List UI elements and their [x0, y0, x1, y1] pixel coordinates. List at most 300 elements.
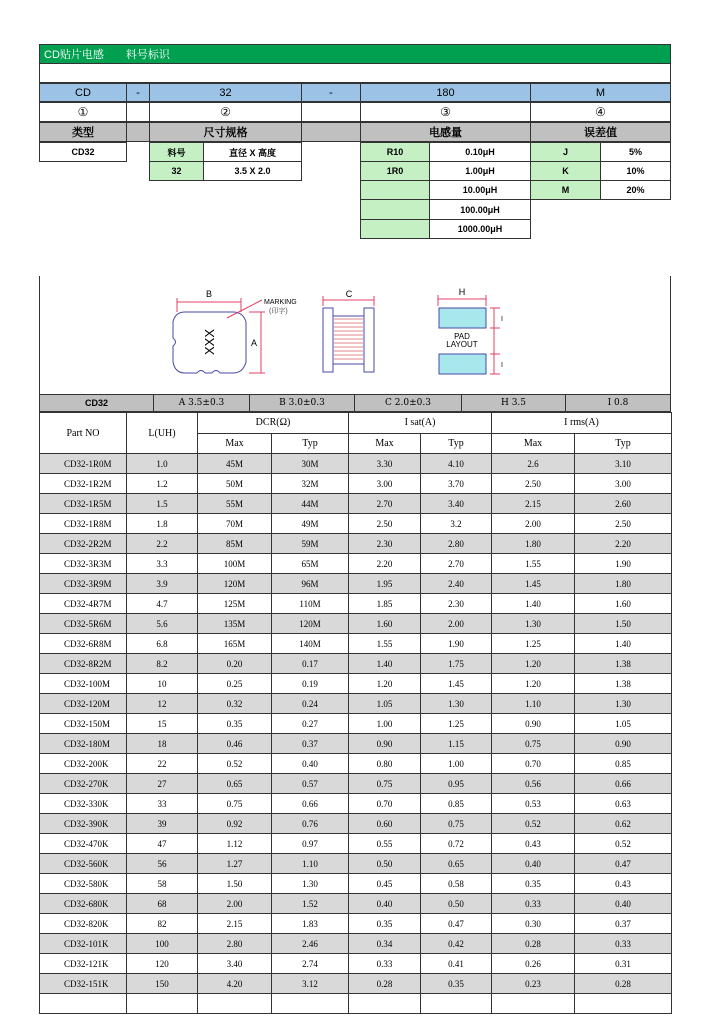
- cell-irms-typ: 0.52: [575, 834, 672, 854]
- cell-isat-typ: 1.15: [421, 734, 492, 754]
- cell-isat-max: 0.90: [349, 734, 421, 754]
- cell-dcr-max: 120M: [198, 574, 272, 594]
- cell-l-uh: 3.9: [127, 574, 198, 594]
- cell-part-no: CD32-2R2M: [40, 534, 127, 554]
- cell-irms-max: 0.35: [492, 874, 575, 894]
- cell-irms-max: 0.28: [492, 934, 575, 954]
- cell-part-no: CD32-180M: [40, 734, 127, 754]
- cell-isat-max: 2.30: [349, 534, 421, 554]
- ind-code-4: [360, 199, 430, 220]
- label-h: H: [458, 287, 466, 297]
- cell-isat-typ: 4.10: [421, 454, 492, 474]
- cell-irms-typ: 3.00: [575, 474, 672, 494]
- cell-irms-typ: [575, 994, 672, 1014]
- cell-dcr-typ: 1.30: [272, 874, 349, 894]
- marking-xxx: XXX: [202, 328, 217, 356]
- cell-isat-typ: 2.40: [421, 574, 492, 594]
- tol-value-3: 20%: [600, 180, 671, 200]
- table-row: [40, 834, 672, 854]
- circle-spacer-2: [301, 102, 361, 122]
- cell-l-uh: 8.2: [127, 654, 198, 674]
- side-view: [323, 296, 374, 372]
- cell-dcr-typ: 65M: [272, 554, 349, 574]
- cell-isat-typ: 2.30: [421, 594, 492, 614]
- cell-isat-typ: 0.35: [421, 974, 492, 994]
- cell-irms-typ: 0.85: [575, 754, 672, 774]
- code-tolerance: M: [530, 83, 671, 102]
- cell-l-uh: 120: [127, 954, 198, 974]
- cell-part-no: CD32-101K: [40, 934, 127, 954]
- tol-code-2: K: [530, 161, 601, 181]
- label-marking-cn: (印字): [269, 308, 288, 315]
- dimension-drawing: [40, 276, 670, 394]
- size-col1-header: 料号: [149, 142, 204, 162]
- cell-irms-max: 1.30: [492, 614, 575, 634]
- cell-dcr-max: 1.27: [198, 854, 272, 874]
- cell-isat-max: 1.85: [349, 594, 421, 614]
- cell-irms-typ: 0.37: [575, 914, 672, 934]
- cell-l-uh: 27: [127, 774, 198, 794]
- cell-irms-typ: 2.20: [575, 534, 672, 554]
- cell-part-no: CD32-1R8M: [40, 514, 127, 534]
- cell-isat-max: 1.05: [349, 694, 421, 714]
- size-col2-value: 3.5 X 2.0: [203, 161, 302, 181]
- cell-l-uh: 18: [127, 734, 198, 754]
- cell-dcr-typ: 1.10: [272, 854, 349, 874]
- cell-irms-typ: 0.47: [575, 854, 672, 874]
- cell-irms-max: 0.75: [492, 734, 575, 754]
- cell-dcr-max: 70M: [198, 514, 272, 534]
- cell-irms-max: 0.30: [492, 914, 575, 934]
- circle-1: ①: [39, 102, 127, 122]
- circle-2: ②: [149, 102, 302, 122]
- cell-irms-typ: 1.50: [575, 614, 672, 634]
- cell-isat-max: 3.00: [349, 474, 421, 494]
- cell-isat-max: 0.33: [349, 954, 421, 974]
- cell-irms-max: 0.90: [492, 714, 575, 734]
- table-row: [40, 514, 672, 534]
- spec-drawing-panel: [39, 276, 671, 394]
- cell-isat-typ: 0.95: [421, 774, 492, 794]
- cell-l-uh: 47: [127, 834, 198, 854]
- cell-isat-max: 0.28: [349, 974, 421, 994]
- cell-isat-max: 0.80: [349, 754, 421, 774]
- col-isat-max: Max: [349, 433, 421, 454]
- label-c: C: [345, 289, 353, 299]
- table-row: [40, 554, 672, 574]
- cell-isat-typ: 0.41: [421, 954, 492, 974]
- cell-part-no: CD32-150M: [40, 714, 127, 734]
- cell-part-no: CD32-1R0M: [40, 454, 127, 474]
- cell-dcr-max: 135M: [198, 614, 272, 634]
- col-dcr: DCR(Ω): [198, 413, 349, 434]
- cell-isat-max: 1.55: [349, 634, 421, 654]
- cell-dcr-max: 125M: [198, 594, 272, 614]
- cell-irms-max: 0.43: [492, 834, 575, 854]
- cell-irms-max: 1.80: [492, 534, 575, 554]
- circle-4: ④: [530, 102, 671, 122]
- label-b: B: [205, 289, 213, 299]
- cell-irms-typ: 1.38: [575, 654, 672, 674]
- table-row: [40, 934, 672, 954]
- cell-dcr-max: 165M: [198, 634, 272, 654]
- col-dcr-typ: Typ: [272, 433, 349, 454]
- cell-irms-typ: 0.66: [575, 774, 672, 794]
- cell-isat-typ: 1.30: [421, 694, 492, 714]
- cell-dcr-typ: 0.40: [272, 754, 349, 774]
- cell-irms-max: 0.70: [492, 754, 575, 774]
- cell-irms-typ: 1.90: [575, 554, 672, 574]
- cell-isat-max: 2.50: [349, 514, 421, 534]
- cell-irms-typ: 1.40: [575, 634, 672, 654]
- table-row: [40, 754, 672, 774]
- cell-part-no: CD32-580K: [40, 874, 127, 894]
- cell-dcr-typ: 2.46: [272, 934, 349, 954]
- table-body: [40, 454, 672, 1014]
- cell-dcr-typ: 110M: [272, 594, 349, 614]
- ind-value-5: 1000.00μH: [429, 219, 531, 239]
- cell-dcr-max: 1.50: [198, 874, 272, 894]
- cell-dcr-typ: 0.37: [272, 734, 349, 754]
- cell-isat-max: 0.40: [349, 894, 421, 914]
- cell-isat-typ: 2.80: [421, 534, 492, 554]
- cell-isat-typ: 0.42: [421, 934, 492, 954]
- col-irms: I rms(A): [492, 413, 672, 434]
- cell-irms-max: 0.53: [492, 794, 575, 814]
- cell-part-no: CD32-390K: [40, 814, 127, 834]
- cell-dcr-max: 55M: [198, 494, 272, 514]
- circle-spacer-1: [126, 102, 150, 122]
- table-row: [40, 734, 672, 754]
- cell-part-no: CD32-820K: [40, 914, 127, 934]
- cell-irms-typ: 1.05: [575, 714, 672, 734]
- table-row: [40, 694, 672, 714]
- table-row: [40, 974, 672, 994]
- col-part-no: Part NO: [40, 413, 127, 454]
- cell-irms-typ: 0.40: [575, 894, 672, 914]
- cell-dcr-typ: 44M: [272, 494, 349, 514]
- coil-windings: [334, 319, 363, 359]
- cell-isat-max: [349, 994, 421, 1014]
- ind-value-4: 100.00μH: [429, 199, 531, 220]
- type-value: CD32: [39, 142, 127, 162]
- cell-isat-max: 2.20: [349, 554, 421, 574]
- table-row: [40, 634, 672, 654]
- cell-isat-max: 1.95: [349, 574, 421, 594]
- table-row: [40, 994, 672, 1014]
- cell-irms-max: 1.40: [492, 594, 575, 614]
- cell-irms-max: 1.45: [492, 574, 575, 594]
- header-inductance: 电感量: [360, 122, 531, 142]
- cell-isat-typ: [421, 994, 492, 1014]
- cell-isat-typ: 0.47: [421, 914, 492, 934]
- tol-value-2: 10%: [600, 161, 671, 181]
- header-type: 类型: [39, 122, 127, 142]
- cell-dcr-typ: 32M: [272, 474, 349, 494]
- col-irms-typ: Typ: [575, 433, 672, 454]
- table-row: [40, 654, 672, 674]
- cell-dcr-typ: 0.27: [272, 714, 349, 734]
- header-spacer-1: [126, 122, 150, 142]
- cell-dcr-max: 0.20: [198, 654, 272, 674]
- cell-isat-typ: 3.40: [421, 494, 492, 514]
- cell-part-no: CD32-270K: [40, 774, 127, 794]
- dim-b: B 3.0±0.3: [249, 394, 355, 412]
- cell-dcr-max: 0.35: [198, 714, 272, 734]
- tol-value-1: 5%: [600, 142, 671, 162]
- cell-dcr-max: 45M: [198, 454, 272, 474]
- cell-l-uh: 2.2: [127, 534, 198, 554]
- cell-isat-max: 3.30: [349, 454, 421, 474]
- size-col1-value: 32: [149, 161, 204, 181]
- cell-irms-max: 2.00: [492, 514, 575, 534]
- label-a: A: [250, 338, 258, 348]
- cell-dcr-max: 50M: [198, 474, 272, 494]
- table-row: [40, 854, 672, 874]
- cell-irms-typ: 1.38: [575, 674, 672, 694]
- ind-value-3: 10.00μH: [429, 180, 531, 200]
- cell-irms-typ: 0.90: [575, 734, 672, 754]
- cell-l-uh: 12: [127, 694, 198, 714]
- table-row: [40, 474, 672, 494]
- label-marking: MARKING: [264, 299, 297, 306]
- cell-dcr-max: 0.65: [198, 774, 272, 794]
- cell-isat-typ: 0.50: [421, 894, 492, 914]
- page-title: CD贴片电感 料号标识: [39, 44, 671, 64]
- spec-table: [39, 412, 672, 1014]
- cell-irms-max: 2.50: [492, 474, 575, 494]
- cell-irms-max: 1.25: [492, 634, 575, 654]
- cell-dcr-typ: 30M: [272, 454, 349, 474]
- cell-part-no: CD32-200K: [40, 754, 127, 774]
- cell-isat-max: 0.35: [349, 914, 421, 934]
- cell-dcr-max: [198, 994, 272, 1014]
- cell-isat-typ: 1.90: [421, 634, 492, 654]
- cell-dcr-typ: 0.57: [272, 774, 349, 794]
- col-isat-typ: Typ: [421, 433, 492, 454]
- cell-dcr-typ: 140M: [272, 634, 349, 654]
- cell-l-uh: 39: [127, 814, 198, 834]
- col-isat: I sat(A): [349, 413, 492, 434]
- code-type: CD: [39, 83, 127, 102]
- front-view: [173, 298, 265, 373]
- cell-dcr-typ: 3.12: [272, 974, 349, 994]
- cell-isat-typ: 1.75: [421, 654, 492, 674]
- cell-part-no: CD32-4R7M: [40, 594, 127, 614]
- code-inductance: 180: [360, 83, 531, 102]
- cell-part-no: CD32-560K: [40, 854, 127, 874]
- cell-part-no: CD32-3R9M: [40, 574, 127, 594]
- table-row: [40, 614, 672, 634]
- cell-isat-typ: 3.70: [421, 474, 492, 494]
- ind-code-5: [360, 219, 430, 239]
- table-row: [40, 914, 672, 934]
- table-row: [40, 674, 672, 694]
- cell-l-uh: 22: [127, 754, 198, 774]
- cell-part-no: CD32-3R3M: [40, 554, 127, 574]
- cell-dcr-typ: 2.74: [272, 954, 349, 974]
- size-col2-header: 直径 X 高度: [203, 142, 302, 162]
- dim-a: A 3.5±0.3: [153, 394, 250, 412]
- ind-value-2: 1.00μH: [429, 161, 531, 181]
- tol-code-1: J: [530, 142, 601, 162]
- cell-irms-max: 2.6: [492, 454, 575, 474]
- cell-dcr-max: 2.00: [198, 894, 272, 914]
- col-dcr-max: Max: [198, 433, 272, 454]
- cell-dcr-max: 1.12: [198, 834, 272, 854]
- cell-l-uh: 56: [127, 854, 198, 874]
- ind-code-2: 1R0: [360, 161, 430, 181]
- cell-l-uh: 10: [127, 674, 198, 694]
- cell-dcr-max: 2.80: [198, 934, 272, 954]
- table-row: [40, 454, 672, 474]
- cell-dcr-typ: 120M: [272, 614, 349, 634]
- dim-h: H 3.5: [461, 394, 566, 412]
- cell-dcr-typ: 1.83: [272, 914, 349, 934]
- cell-dcr-max: 0.46: [198, 734, 272, 754]
- cell-irms-typ: 0.63: [575, 794, 672, 814]
- cell-part-no: CD32-330K: [40, 794, 127, 814]
- table-row: [40, 534, 672, 554]
- cell-dcr-typ: 0.24: [272, 694, 349, 714]
- cell-dcr-max: 2.15: [198, 914, 272, 934]
- table-row: [40, 894, 672, 914]
- cell-dcr-typ: [272, 994, 349, 1014]
- tol-code-3: M: [530, 180, 601, 200]
- cell-l-uh: 33: [127, 794, 198, 814]
- cell-isat-max: 0.60: [349, 814, 421, 834]
- cell-dcr-max: 0.52: [198, 754, 272, 774]
- cell-irms-typ: 0.43: [575, 874, 672, 894]
- cell-l-uh: 1.0: [127, 454, 198, 474]
- cell-l-uh: 58: [127, 874, 198, 894]
- cell-irms-typ: 0.31: [575, 954, 672, 974]
- cell-dcr-typ: 0.19: [272, 674, 349, 694]
- cell-isat-typ: 1.45: [421, 674, 492, 694]
- cell-dcr-max: 0.92: [198, 814, 272, 834]
- cell-irms-max: [492, 994, 575, 1014]
- cell-l-uh: 150: [127, 974, 198, 994]
- table-row: [40, 814, 672, 834]
- cell-irms-max: 0.33: [492, 894, 575, 914]
- cell-dcr-max: 3.40: [198, 954, 272, 974]
- header-size: 尺寸规格: [149, 122, 302, 142]
- cell-part-no: CD32-120M: [40, 694, 127, 714]
- cell-irms-typ: 2.50: [575, 514, 672, 534]
- cell-dcr-typ: 59M: [272, 534, 349, 554]
- cell-part-no: CD32-680K: [40, 894, 127, 914]
- cell-dcr-max: 4.20: [198, 974, 272, 994]
- cell-isat-max: 0.70: [349, 794, 421, 814]
- ind-value-1: 0.10μH: [429, 142, 531, 162]
- cell-part-no: [40, 994, 127, 1014]
- cell-part-no: CD32-5R6M: [40, 614, 127, 634]
- table-row: [40, 494, 672, 514]
- cell-irms-max: 1.55: [492, 554, 575, 574]
- dim-i: I 0.8: [565, 394, 671, 412]
- cell-isat-max: 2.70: [349, 494, 421, 514]
- cell-dcr-typ: 49M: [272, 514, 349, 534]
- cell-irms-max: 0.26: [492, 954, 575, 974]
- table-row: [40, 714, 672, 734]
- cell-isat-typ: 0.58: [421, 874, 492, 894]
- cell-isat-typ: 0.72: [421, 834, 492, 854]
- cell-l-uh: 1.8: [127, 514, 198, 534]
- cell-isat-typ: 0.85: [421, 794, 492, 814]
- circle-3: ③: [360, 102, 531, 122]
- cell-l-uh: [127, 994, 198, 1014]
- dim-part: CD32: [39, 394, 154, 412]
- ind-code-3: [360, 180, 430, 200]
- cell-dcr-typ: 0.66: [272, 794, 349, 814]
- cell-part-no: CD32-121K: [40, 954, 127, 974]
- table-row: [40, 774, 672, 794]
- cell-l-uh: 1.2: [127, 474, 198, 494]
- cell-dcr-max: 85M: [198, 534, 272, 554]
- label-pad: PAD: [454, 332, 470, 341]
- cell-irms-max: 2.15: [492, 494, 575, 514]
- col-irms-max: Max: [492, 433, 575, 454]
- cell-isat-typ: 0.65: [421, 854, 492, 874]
- cell-irms-max: 1.20: [492, 674, 575, 694]
- cell-irms-max: 1.10: [492, 694, 575, 714]
- cell-l-uh: 1.5: [127, 494, 198, 514]
- cell-part-no: CD32-1R5M: [40, 494, 127, 514]
- cell-isat-max: 0.50: [349, 854, 421, 874]
- cell-irms-typ: 3.10: [575, 454, 672, 474]
- table-row: [40, 574, 672, 594]
- cell-dcr-typ: 0.17: [272, 654, 349, 674]
- cell-isat-max: 1.60: [349, 614, 421, 634]
- cell-irms-typ: 1.80: [575, 574, 672, 594]
- cell-isat-max: 1.40: [349, 654, 421, 674]
- cell-l-uh: 5.6: [127, 614, 198, 634]
- cell-isat-typ: 1.00: [421, 754, 492, 774]
- cell-isat-max: 0.55: [349, 834, 421, 854]
- cell-part-no: CD32-8R2M: [40, 654, 127, 674]
- table-row: [40, 954, 672, 974]
- cell-irms-typ: 1.30: [575, 694, 672, 714]
- code-dash-1: -: [126, 83, 150, 102]
- table-row: [40, 874, 672, 894]
- cell-isat-typ: 1.25: [421, 714, 492, 734]
- cell-dcr-typ: 1.52: [272, 894, 349, 914]
- cell-part-no: CD32-151K: [40, 974, 127, 994]
- cell-l-uh: 3.3: [127, 554, 198, 574]
- ind-code-1: R10: [360, 142, 430, 162]
- label-i-bottom: I: [501, 362, 503, 369]
- cell-isat-max: 0.34: [349, 934, 421, 954]
- cell-dcr-typ: 0.76: [272, 814, 349, 834]
- blank-row: [39, 64, 671, 83]
- cell-irms-max: 0.40: [492, 854, 575, 874]
- cell-isat-typ: 2.70: [421, 554, 492, 574]
- cell-isat-typ: 2.00: [421, 614, 492, 634]
- cell-l-uh: 15: [127, 714, 198, 734]
- table-row: [40, 594, 672, 614]
- cell-dcr-max: 0.32: [198, 694, 272, 714]
- cell-irms-typ: 0.33: [575, 934, 672, 954]
- cell-l-uh: 100: [127, 934, 198, 954]
- col-l-uh: L(UH): [127, 413, 198, 454]
- cell-isat-typ: 3.2: [421, 514, 492, 534]
- code-dash-2: -: [301, 83, 361, 102]
- cell-isat-max: 0.75: [349, 774, 421, 794]
- cell-isat-typ: 0.75: [421, 814, 492, 834]
- cell-irms-max: 0.52: [492, 814, 575, 834]
- cell-irms-max: 1.20: [492, 654, 575, 674]
- cell-irms-max: 0.56: [492, 774, 575, 794]
